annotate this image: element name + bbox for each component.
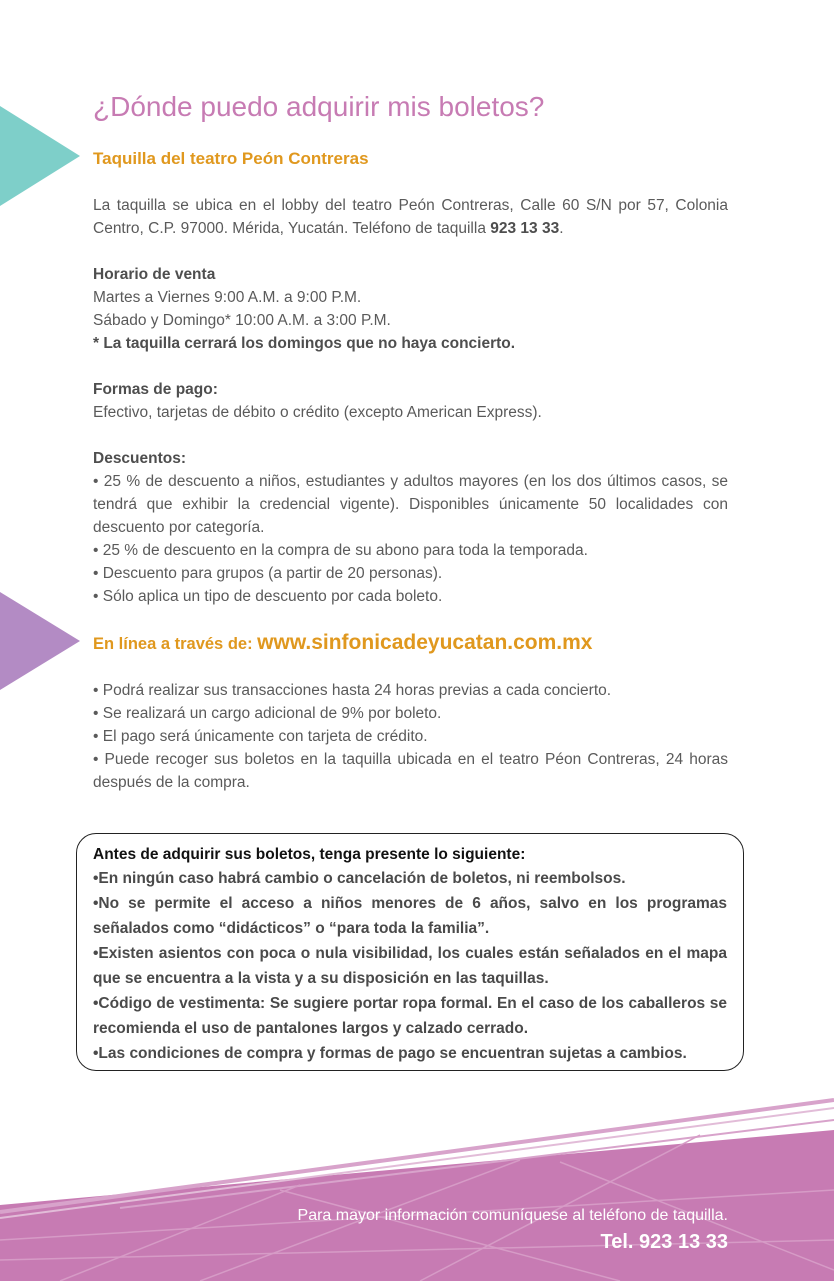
- online-title: [93, 628, 592, 659]
- notice-item: •Existen asientos con poca o nula visibilidad, los cuales están señalados en el mapa que se encuentra a la vista y a su disposición en las taquillas.: [93, 945, 727, 987]
- online-title-prefix: En línea a través de:: [93, 635, 258, 653]
- online-section: [93, 679, 728, 794]
- payment-label: Formas de pago:: [93, 381, 218, 398]
- website-link[interactable]: www.sinfonicadeyucatan.com.mx: [257, 631, 593, 654]
- notice-item: •En ningún caso habrá cambio o cancelación de boletos, ni reembolsos.: [93, 870, 626, 887]
- location-text: La taquilla se ubica en el lobby del teatro Peón Contreras, Calle 60 S/N por 57, Colonia Centro, C.P. 97000. Mérida, Yucatán. Teléfono de taquilla: [93, 197, 728, 237]
- notice-item: •Código de vestimenta: Se sugiere portar ropa formal. En el caso de los caballeros se recomienda el uso de pantalones largos y calzado cerrado.: [93, 995, 727, 1037]
- page-title: ¿Dónde puedo adquirir mis boletos?: [93, 91, 545, 122]
- notice-item: •No se permite el acceso a niños menores de 6 años, salvo en los programas señalados como “didácticos” o “para toda la familia”.: [93, 895, 727, 937]
- online-item: • El pago será únicamente con tarjeta de crédito.: [93, 728, 428, 745]
- teal-triangle-decoration: [0, 106, 80, 206]
- discount-item: • Descuento para grupos (a partir de 20 personas).: [93, 565, 443, 582]
- footer-contact: [298, 1205, 728, 1257]
- notice-box: [76, 833, 744, 1071]
- footer-phone: Tel. 923 13 33: [600, 1231, 728, 1253]
- schedule-label: Horario de venta: [93, 266, 216, 283]
- purple-triangle-decoration: [0, 592, 80, 690]
- schedule-weekdays: Martes a Viernes 9:00 A.M. a 9:00 P.M.: [93, 289, 362, 306]
- box-office-section: [93, 194, 728, 608]
- notice-title: Antes de adquirir sus boletos, tenga presente lo siguiente:: [93, 846, 526, 863]
- discount-item: • Sólo aplica un tipo de descuento por cada boleto.: [93, 588, 443, 605]
- online-item: • Se realizará un cargo adicional de 9% por boleto.: [93, 705, 442, 722]
- box-office-title: Taquilla del teatro Peón Contreras: [93, 149, 369, 168]
- footer-info: Para mayor información comuníquese al teléfono de taquilla.: [297, 1207, 728, 1224]
- schedule-weekend: Sábado y Domingo* 10:00 A.M. a 3:00 P.M.: [93, 312, 391, 329]
- discount-item: • 25 % de descuento a niños, estudiantes y adultos mayores (en los dos últimos casos, se tendrá que exhibir la credencial vigente). Disponibles únicamente 50 localidades con descuento por categoría.: [93, 473, 728, 536]
- box-office-location: La taquilla se ubica en el lobby del teatro Peón Contreras, Calle 60 S/N por 57, Colonia Centro, C.P. 97000. Mérida, Yucatán. Teléfono de taquilla 923 13 33.: [93, 197, 728, 237]
- notice-item: •Las condiciones de compra y formas de pago se encuentran sujetas a cambios.: [93, 1045, 687, 1062]
- online-item: • Puede recoger sus boletos en la taquilla ubicada en el teatro Péon Contreras, 24 horas después de la compra.: [93, 751, 728, 791]
- online-item: • Podrá realizar sus transacciones hasta 24 horas previas a cada concierto.: [93, 682, 612, 699]
- discount-item: • 25 % de descuento en la compra de su abono para toda la temporada.: [93, 542, 588, 559]
- payment-text: Efectivo, tarjetas de débito o crédito (excepto American Express).: [93, 404, 542, 421]
- box-office-phone: 923 13 33: [490, 220, 560, 237]
- discounts-label: Descuentos:: [93, 450, 187, 467]
- schedule-note: * La taquilla cerrará los domingos que no haya concierto.: [93, 335, 516, 352]
